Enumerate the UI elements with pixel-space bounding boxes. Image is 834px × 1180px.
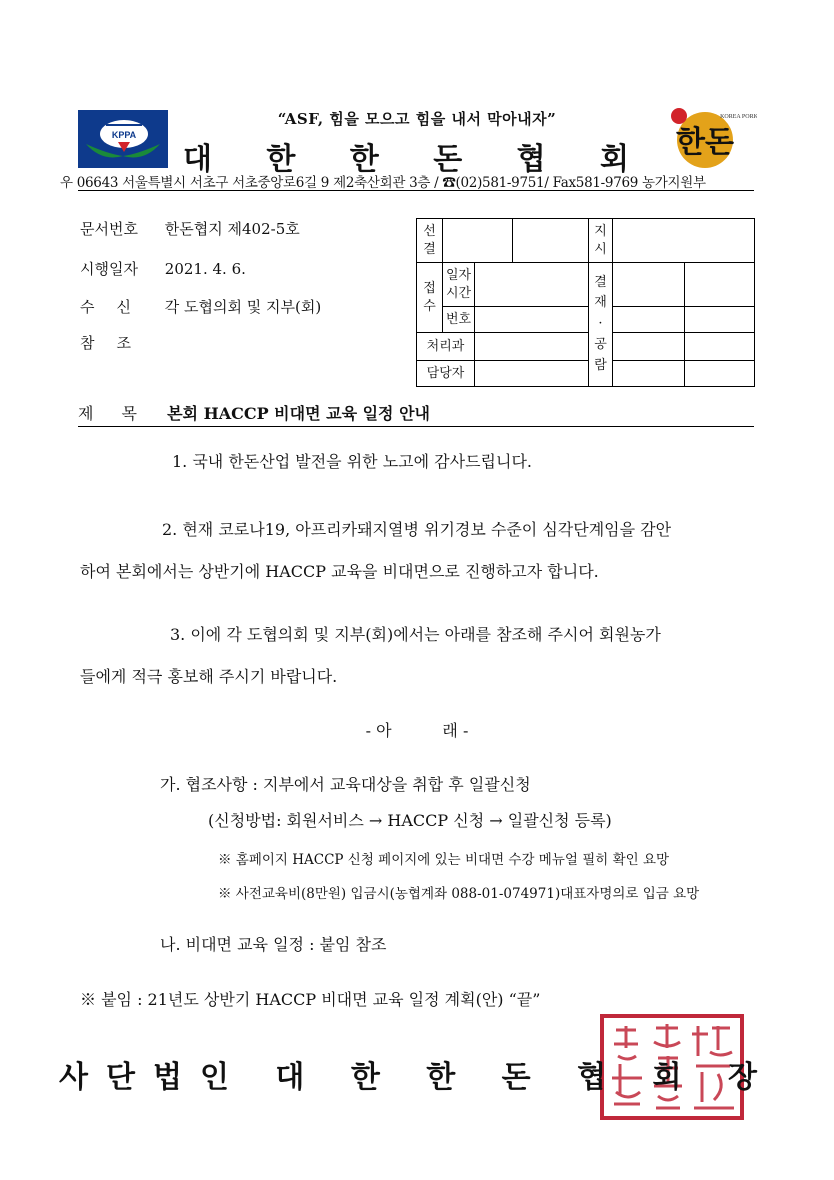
- paragraph-2-line-1: 2. 현재 코로나19, 아프리카돼지열병 위기경보 수준이 심각단계임을 감안: [162, 520, 672, 539]
- recipient-row: [80, 296, 321, 317]
- cell-beonho: 번호: [443, 307, 475, 333]
- cell-damdangja-blank: [475, 361, 589, 387]
- recipient-value: 각 도협의회 및 지부(회): [164, 298, 322, 316]
- paragraph-2: [80, 509, 754, 593]
- subject-label: 제목: [78, 404, 165, 423]
- item-na: 나. 비대면 교육 일정 : 붙임 참조: [160, 935, 387, 954]
- cell-cheorigwa-blank: [475, 333, 589, 361]
- subject-text: 본회 HACCP 비대면 교육 일정 안내: [167, 404, 430, 423]
- cell-cheorigwa: 처리과: [417, 333, 475, 361]
- note-1: ※ 홈페이지 HACCP 신청 페이지에 있는 비대면 수강 메뉴얼 필히 확인 요망: [218, 852, 670, 868]
- cell-gyeoljae-1b: [685, 263, 755, 307]
- paragraph-3: [80, 614, 754, 698]
- subject-row: [78, 401, 754, 424]
- doc-number-row: [80, 218, 300, 239]
- cell-jeopsu: 접수: [417, 263, 443, 333]
- cell-gyeoljae-2b: [685, 307, 755, 333]
- doc-number-label: 문서번호: [80, 220, 138, 238]
- cell-seongyeol-blank-2: [513, 219, 589, 263]
- cell-ilja-sigan: 일자 시간: [443, 263, 475, 307]
- note-2: ※ 사전교육비(8만원) 입금시(농협계좌 088-01-074971)대표자명의로 입금 요망: [218, 886, 700, 902]
- cell-seongyeol-blank: [443, 219, 513, 263]
- cell-gyeoljae-1a: [613, 263, 685, 307]
- cell-gyeoljae-2a: [613, 307, 685, 333]
- recipient-label: 수신: [80, 298, 153, 316]
- doc-number-value: 한돈협지 제402-5호: [164, 220, 300, 238]
- attachment-note: ※ 붙임 : 21년도 상반기 HACCP 비대면 교육 일정 계획(안) “끝”: [80, 990, 541, 1009]
- cell-gyeoljae-3b: [685, 333, 755, 361]
- header-divider: [78, 190, 754, 191]
- item-ga: 가. 협조사항 : 지부에서 교육대상을 취합 후 일괄신청: [160, 775, 531, 794]
- cell-damdangja: 담당자: [417, 361, 475, 387]
- handon-logo-sub: KOREA PORK: [720, 114, 757, 120]
- handon-logo: [665, 100, 757, 172]
- cell-gyeoljae-3a: [613, 333, 685, 361]
- reference-label: 참조: [80, 334, 153, 352]
- cell-gyeoljae-4b: [685, 361, 755, 387]
- reference-row: [80, 332, 160, 353]
- paragraph-3-line-2: 들에게 적극 홍보해 주시기 바랍니다.: [80, 667, 338, 686]
- cell-ilja-blank: [475, 263, 589, 307]
- cell-beonho-blank: [475, 307, 589, 333]
- cell-gyeoljae: 결재·공람: [589, 263, 613, 387]
- cell-seongyeol: 선결: [417, 219, 443, 263]
- subject-divider: [78, 426, 754, 427]
- cell-jisi-blank: [613, 219, 755, 263]
- paragraph-1: 1. 국내 한돈산업 발전을 위한 노고에 감사드립니다.: [172, 452, 532, 471]
- cell-jisi: 지시: [589, 219, 613, 263]
- org-name: 대 한 한 돈 협 회: [182, 142, 652, 177]
- date-value: 2021. 4. 6.: [164, 260, 246, 278]
- kppa-logo-text: KPPA: [111, 130, 137, 140]
- approval-table: [416, 218, 755, 387]
- item-ga-method: (신청방법: 회원서비스 → HACCP 신청 → 일괄신청 등록): [208, 811, 612, 830]
- slogan: “ASF, 힘을 모으고 힘을 내서 막아내자”: [277, 110, 557, 128]
- handon-logo-text: 한돈: [676, 125, 734, 160]
- paragraph-2-line-2: 하여 본회에서는 상반기에 HACCP 교육을 비대면으로 진행하고자 합니다.: [80, 562, 599, 581]
- date-row: [80, 258, 246, 279]
- signature-line: 사단법인 대 한 한 돈 협 회 장: [59, 1060, 775, 1095]
- cell-gyeoljae-4a: [613, 361, 685, 387]
- date-label: 시행일자: [80, 260, 138, 278]
- below-heading: - 아 래 -: [365, 721, 469, 740]
- address-line: 우 06643 서울특별시 서초구 서초중앙로6길 9 제2축산회관 3층 / ☎(02)581-9751/ Fax581-9769 농가지원부: [60, 175, 706, 191]
- paragraph-3-line-1: 3. 이에 각 도협의회 및 지부(회)에서는 아래를 참조해 주시어 회원농가: [170, 625, 661, 644]
